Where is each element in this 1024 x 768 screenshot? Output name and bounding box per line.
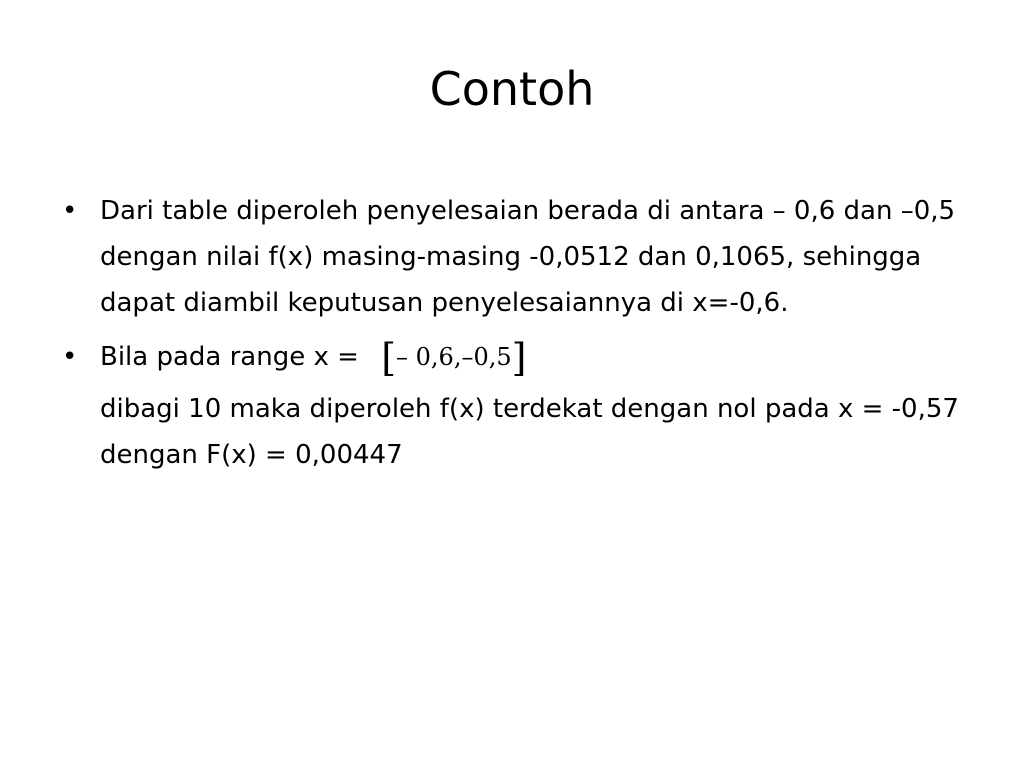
bullet-item-1 bbox=[62, 188, 962, 326]
bullet-icon: • bbox=[62, 342, 78, 372]
bullet-icon: • bbox=[62, 196, 78, 226]
close-bracket: ] bbox=[511, 336, 527, 380]
bullet-text-2: Bila pada range x = bbox=[100, 342, 359, 372]
open-bracket: [ bbox=[381, 336, 397, 380]
range-interval-formula bbox=[381, 334, 526, 380]
slide-title: Contoh bbox=[429, 62, 595, 116]
bullet-item-2 bbox=[62, 334, 962, 380]
bullet-text-1: Dari table diperoleh penyelesaian berada di antara – 0,6 dan –0,5 dengan nilai f(x) masing-masing -0,0512 dan 0,1065, sehingga dapat diambil keputusan penyelesaiannya di x=-0,6. bbox=[100, 196, 956, 318]
bullet-list bbox=[62, 188, 962, 478]
bullet-continuation: dibagi 10 maka diperoleh f(x) terdekat dengan nol pada x = -0,57 dengan F(x) = 0,00447 bbox=[100, 394, 959, 470]
interval-values: – 0,6,–0,5 bbox=[396, 343, 512, 371]
